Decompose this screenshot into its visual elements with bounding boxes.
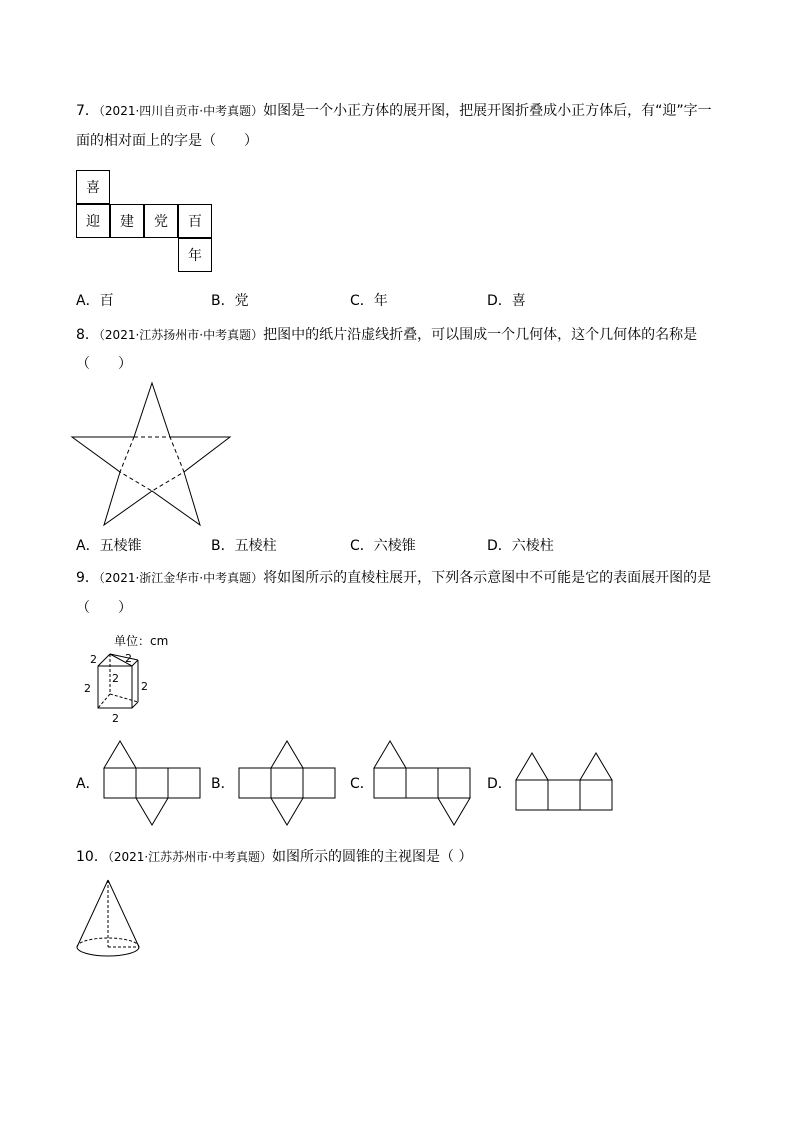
q7-line1 — [76, 101, 712, 121]
dim-label-1: 2 — [90, 653, 97, 666]
net-cell-xi: 喜 — [76, 170, 110, 204]
q10-cone-figure — [70, 875, 150, 965]
dim-label-4: 2 — [84, 682, 91, 695]
q7-number: 7． — [76, 103, 99, 119]
dim-label-6: 2 — [112, 712, 119, 725]
q9-net-c[interactable] — [370, 738, 480, 830]
q8-text1: 把图中的纸片沿虚线折叠，可以围成一个几何体，这个几何体的名称是 — [263, 327, 698, 343]
q10-number: 10． — [76, 849, 108, 865]
q9-number: 9． — [76, 570, 99, 586]
q7-option-d[interactable]: D．喜 — [487, 293, 526, 309]
star-outline — [72, 383, 230, 525]
q8-option-c[interactable]: C．六棱锥 — [350, 538, 416, 554]
q9-option-c[interactable]: C． — [350, 776, 374, 792]
q9-line1 — [76, 568, 711, 588]
q9-option-d[interactable]: D． — [487, 776, 512, 792]
q7-option-c[interactable]: C．年 — [350, 293, 388, 309]
q9-option-a[interactable]: A． — [76, 776, 100, 792]
q8-option-a[interactable]: A．五棱锥 — [76, 538, 142, 554]
q8-source: （2021·江苏扬州市·中考真题） — [98, 328, 264, 342]
q9-text1: 将如图所示的直棱柱展开，下列各示意图中不可能是它的表面展开图的是 — [263, 570, 712, 586]
q8-number: 8． — [76, 327, 99, 343]
star-fold-lines — [120, 437, 184, 491]
net-cell-ying: 迎 — [76, 204, 110, 238]
q9-source: （2021·浙江金华市·中考真题） — [98, 571, 264, 585]
q10-line1 — [76, 847, 472, 867]
q9-net-b[interactable] — [235, 738, 345, 830]
dim-label-5: 2 — [141, 680, 148, 693]
q10-text1: 如图所示的圆锥的主视图是（ ） — [272, 849, 473, 865]
q7-option-a[interactable]: A．百 — [76, 293, 114, 309]
q8-option-b[interactable]: B．五棱柱 — [211, 538, 277, 554]
q9-line2: （ ） — [76, 600, 132, 616]
q7-text1: 如图是一个小正方体的展开图，把展开图折叠成小正方体后，有“迎”字一 — [263, 103, 712, 119]
net-cell-dang: 党 — [144, 204, 178, 238]
q8-line2: （ ） — [76, 356, 132, 372]
q7-line2: 面的相对面上的字是（ ） — [76, 133, 258, 149]
net-cell-bai: 百 — [178, 204, 212, 238]
q10-source: （2021·江苏苏州市·中考真题） — [107, 850, 272, 864]
q9-option-b[interactable]: B． — [211, 776, 235, 792]
q9-net-a[interactable] — [100, 738, 210, 830]
net-cell-nian: 年 — [178, 238, 212, 272]
q9-net-d[interactable] — [510, 738, 620, 818]
q7-source: （2021·四川自贡市·中考真题） — [98, 104, 264, 118]
net-cell-jian: 建 — [110, 204, 144, 238]
q8-option-d[interactable]: D．六棱柱 — [487, 538, 554, 554]
unit-label: 单位：cm — [114, 634, 169, 648]
dim-label-2: 2 — [125, 652, 132, 665]
dim-label-3: 2 — [112, 672, 119, 685]
q9-prism-figure — [76, 630, 186, 725]
q8-line1 — [76, 325, 697, 345]
q8-star-figure — [60, 375, 245, 530]
q7-option-b[interactable]: B．党 — [211, 293, 249, 309]
